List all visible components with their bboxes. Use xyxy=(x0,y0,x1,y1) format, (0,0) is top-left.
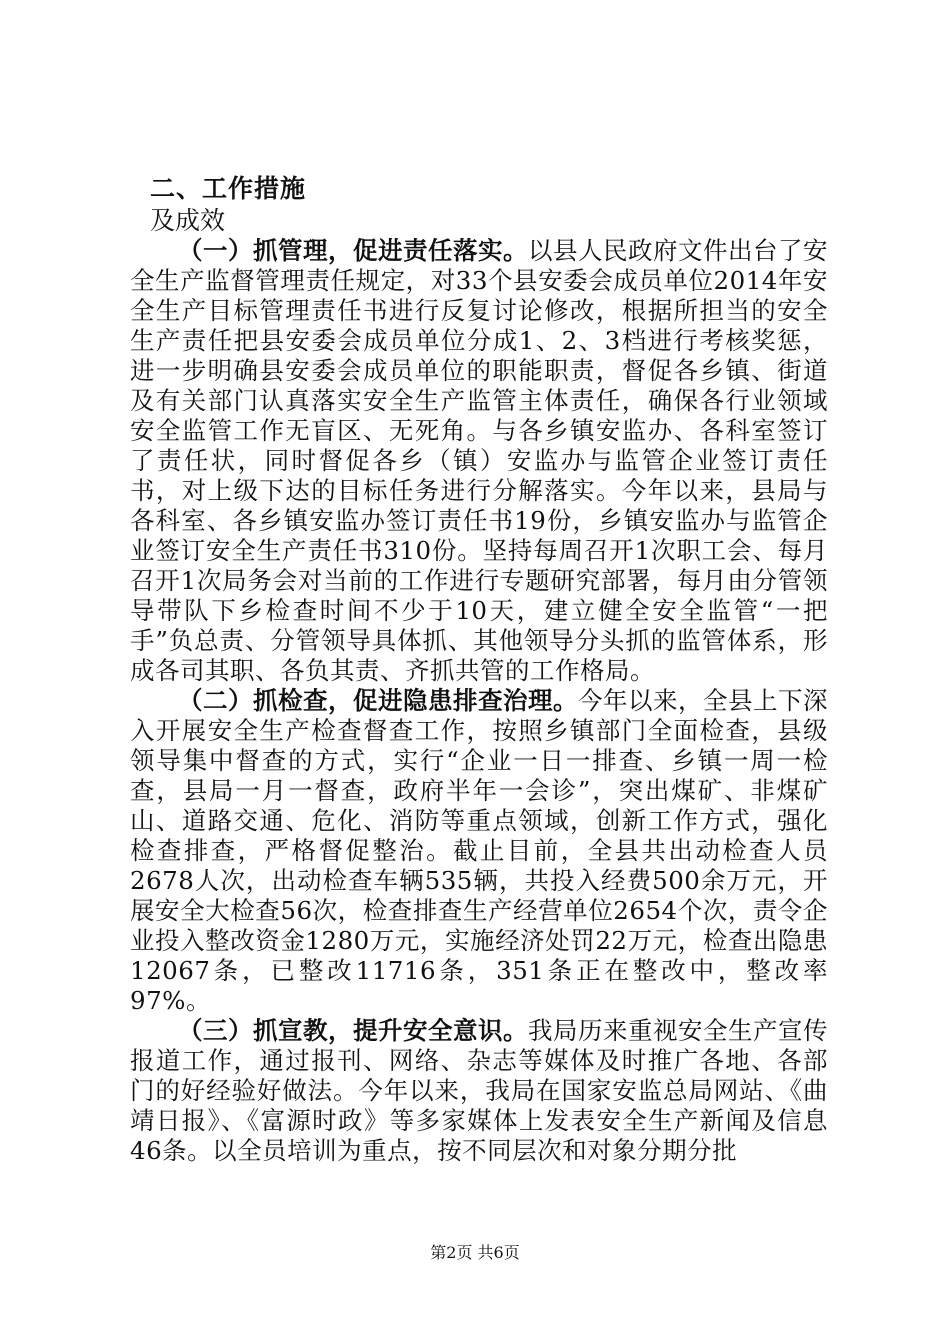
section-subheading: 及成效 xyxy=(150,206,226,235)
document-body xyxy=(130,172,828,1166)
paragraph-text: 以县人民政府文件出台了安全生产监督管理责任规定，对33个县安委会成员单位2014年安全生产目标管理责任书进行反复讨论修改，根据所担当的安全生产责任把县安委会成员单位分成1、2、3档进行考核奖惩，进一步明确县安委会成员单位的职能职责，督促各乡镇、街道及有关部门认真落实安全生产监管主体责任，确保各行业领域安全监管工作无盲区、无死角。与各乡镇安监办、各科室签订了责任状，同时督促各乡（镇）安监办与监管企业签订责任书，对上级下达的目标任务进行分解落实。今年以来，县局与各科室、各乡镇安监办签订责任书19份，乡镇安监办与监管企业签订安全生产责任书310份。坚持每周召开1次职工会、每月召开1次局务会对当前的工作进行专题研究部署，每月由分管领导带队下乡检查时间不少于10天，建立健全安全监管“一把手”负总责、分管领导具体抓、其他领导分头抓的监管体系，形成各司其职、各负其责、齐抓共管的工作格局。 xyxy=(130,236,828,685)
paragraph-lead: （二）抓检查，促进隐患排查治理。 xyxy=(178,686,578,715)
paragraph-lead: （三）抓宣教，提升安全意识。 xyxy=(178,1016,528,1045)
paragraph-inspection xyxy=(130,686,828,1016)
paragraph-education xyxy=(130,1016,828,1166)
paragraph-text: 我局历来重视安全生产宣传报道工作，通过报刊、网络、杂志等媒体及时推广各地、各部门的好经验好做法。今年以来，我局在国家安监总局网站、《曲靖日报》、《富源时政》等多家媒体上发表安全生产新闻及信息46条。以全员培训为重点，按不同层次和对象分期分批 xyxy=(130,1016,828,1165)
page-number-footer: 第2页 共6页 xyxy=(430,1243,520,1262)
paragraph-text: 今年以来，全县上下深入开展安全生产检查督查工作，按照乡镇部门全面检查，县级领导集中督查的方式，实行“企业一日一排查、乡镇一周一检查，县局一月一督查，政府半年一会诊”，突出煤矿、非煤矿山、道路交通、危化、消防等重点领域，创新工作方式，强化检查排查，严格督促整治。截止目前，全县共出动检查人员2678人次，出动检查车辆535辆，共投入经费500余万元，开展安全大检查56次，检查排查生产经营单位2654个次，责令企业投入整改资金1280万元，实施经济处罚22万元，检查出隐患12067条，已整改11716条，351条正在整改中，整改率97%。 xyxy=(130,686,828,1015)
paragraph-management xyxy=(130,236,828,686)
section-heading: 二、工作措施 xyxy=(150,174,307,203)
paragraph-lead: （一）抓管理，促进责任落实。 xyxy=(178,236,528,265)
